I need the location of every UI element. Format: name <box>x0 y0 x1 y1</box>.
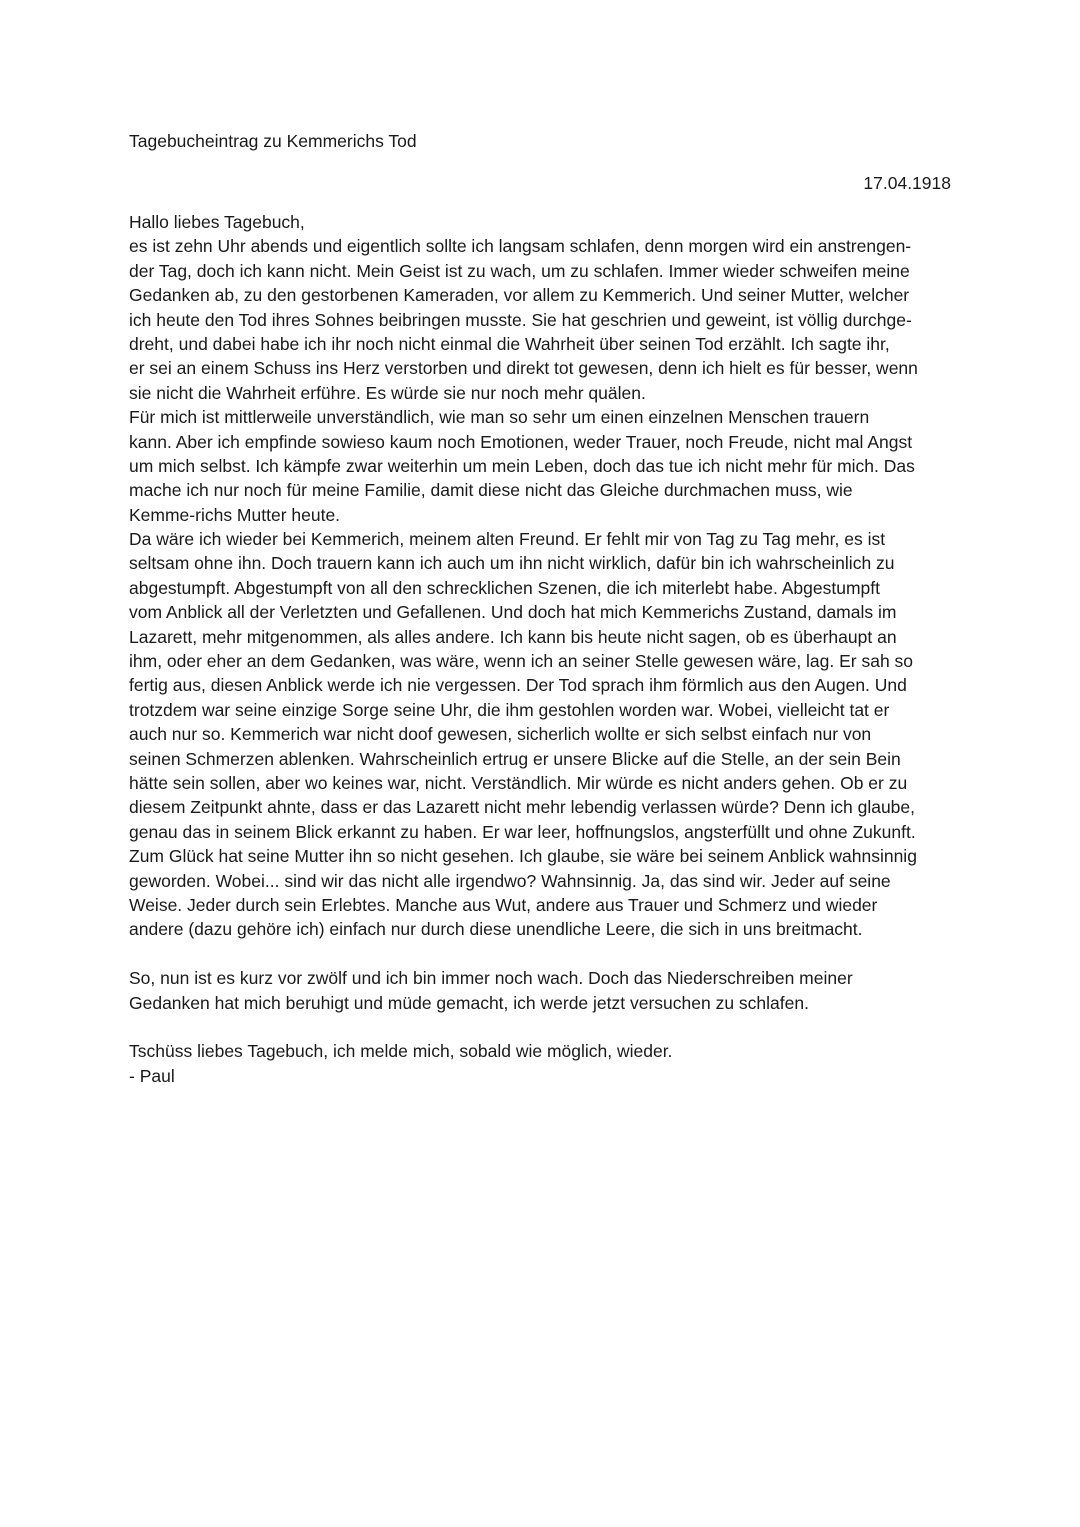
text-line: seinen Schmerzen ablenken. Wahrscheinlich ertrug er unsere Blicke auf die Stelle, an der sein Bein <box>129 748 901 769</box>
diary-body <box>129 210 959 1088</box>
text-line: diesem Zeitpunkt ahnte, dass er das Lazarett nicht mehr lebendig verlassen würde? Denn ich glaube, <box>129 797 916 818</box>
text-line: Lazarett, mehr mitgenommen, als alles andere. Ich kann bis heute nicht sagen, ob es überhaupt an <box>129 626 897 647</box>
text-line: fertig aus, diesen Anblick werde ich nie vergessen. Der Tod sprach ihm förmlich aus den Augen. Und <box>129 675 907 696</box>
text-line: mache ich nur noch für meine Familie, damit diese nicht das Gleiche durchmachen muss, wie <box>129 480 853 501</box>
signature: - Paul <box>129 1065 175 1086</box>
text-line: Gedanken hat mich beruhigt und müde gemacht, ich werde jetzt versuchen zu schlafen. <box>129 992 809 1013</box>
text-line: dreht, und dabei habe ich ihr noch nicht einmal die Wahrheit über seinen Tod erzählt. Ich sagte ihr, <box>129 333 890 354</box>
text-line: abgestumpft. Abgestumpft von all den schrecklichen Szenen, die ich miterlebt habe. Abgestumpft <box>129 577 880 598</box>
text-line: Gedanken ab, zu den gestorbenen Kameraden, vor allem zu Kemmerich. Und seiner Mutter, welcher <box>129 285 910 306</box>
text-line: er sei an einem Schuss ins Herz verstorben und direkt tot gewesen, denn ich hielt es für besser, wenn <box>129 358 918 379</box>
document-title: Tagebucheintrag zu Kemmerichs Tod <box>129 131 417 151</box>
text-line: genau das in seinem Blick erkannt zu haben. Er war leer, hoffnungslos, angsterfüllt und ohne Zukunft. <box>129 821 916 842</box>
paragraph-3 <box>129 527 959 942</box>
paragraph-1 <box>129 234 959 405</box>
entry-date: 17.04.1918 <box>863 173 951 193</box>
text-line: So, nun ist es kurz vor zwölf und ich bin immer noch wach. Doch das Niederschreiben meiner <box>129 968 853 989</box>
text-line: Kemme-richs Mutter heute. <box>129 504 341 525</box>
text-line: um mich selbst. Ich kämpfe zwar weiterhin um mein Leben, doch das tue ich nicht mehr für mich. Das <box>129 455 915 476</box>
text-line: Da wäre ich wieder bei Kemmerich, meinem alten Freund. Er fehlt mir von Tag zu Tag mehr, es ist <box>129 529 886 550</box>
text-line: trotzdem war seine einzige Sorge seine Uhr, die ihm gestohlen worden war. Wobei, vielleicht tat er <box>129 699 890 720</box>
text-line: hätte sein sollen, aber wo keines war, nicht. Verständlich. Mir würde es nicht anders gehen. Ob er zu <box>129 772 908 793</box>
greeting: Hallo liebes Tagebuch, <box>129 212 305 232</box>
text-line: der Tag, doch ich kann nicht. Mein Geist ist zu wach, um zu schlafen. Immer wieder schweifen meine <box>129 260 910 281</box>
paragraph-4 <box>129 966 959 1015</box>
text-line: andere (dazu gehöre ich) einfach nur durch diese unendliche Leere, die sich in uns breitmacht. <box>129 919 863 940</box>
text-line: Zum Glück hat seine Mutter ihn so nicht gesehen. Ich glaube, sie wäre bei seinem Anblick wahnsinnig <box>129 846 917 867</box>
text-line: geworden. Wobei... sind wir das nicht alle irgendwo? Wahnsinnig. Ja, das sind wir. Jeder auf seine <box>129 870 891 891</box>
text-line: ich heute den Tod ihres Sohnes beibringen musste. Sie hat geschrien und geweint, ist völlig durchge- <box>129 309 912 330</box>
text-line: ihm, oder eher an dem Gedanken, was wäre, wenn ich an seiner Stelle gewesen wäre, lag. Er sah so <box>129 651 914 672</box>
text-line: Weise. Jeder durch sein Erlebtes. Manche aus Wut, andere aus Trauer und Schmerz und wieder <box>129 894 878 915</box>
closing-line: Tschüss liebes Tagebuch, ich melde mich, sobald wie möglich, wieder. <box>129 1041 673 1062</box>
text-line: kann. Aber ich empfinde sowieso kaum noch Emotionen, weder Trauer, noch Freude, nicht mal Angst <box>129 431 913 452</box>
text-line: es ist zehn Uhr abends und eigentlich sollte ich langsam schlafen, denn morgen wird ein anstrengen- <box>129 236 912 257</box>
text-line: auch nur so. Kemmerich war nicht doof gewesen, sicherlich wollte er sich selbst einfach nur von <box>129 724 872 745</box>
text-line: Für mich ist mittlerweile unverständlich, wie man so sehr um einen einzelnen Menschen trauern <box>129 407 870 428</box>
paragraph-spacer <box>129 942 959 966</box>
paragraph-2 <box>129 405 959 527</box>
text-line: vom Anblick all der Verletzten und Gefallenen. Und doch hat mich Kemmerichs Zustand, damals im <box>129 602 897 623</box>
paragraph-spacer <box>129 1015 959 1039</box>
text-line: sie nicht die Wahrheit erführe. Es würde sie nur noch mehr quälen. <box>129 382 646 403</box>
text-line: seltsam ohne ihn. Doch trauern kann ich auch um ihn nicht wirklich, dafür bin ich wahrscheinlich zu <box>129 553 895 574</box>
